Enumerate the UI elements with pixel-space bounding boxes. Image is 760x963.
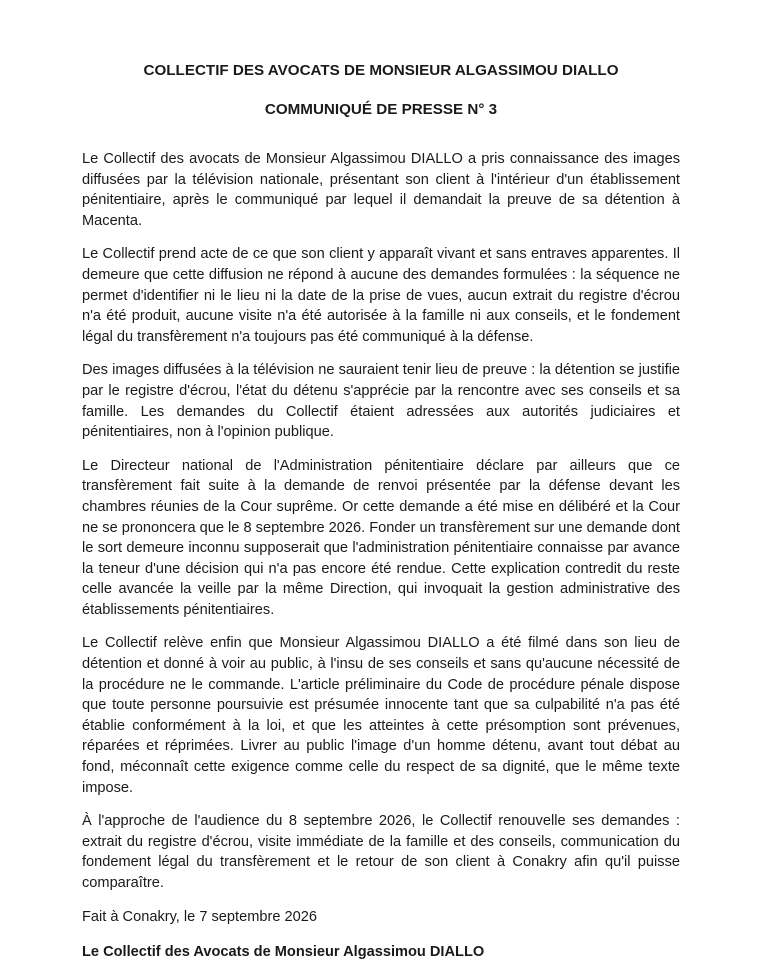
document-body: [82, 149, 680, 963]
paragraph: Le Collectif des avocats de Monsieur Algassimou DIALLO a pris connaissance des images diffusées par la télévision nationale, présentant son client à l'intérieur d'un établissement pénitentiaire, après le communiqué par lequel il demandait la preuve de sa détention à Macenta.: [82, 151, 680, 229]
paragraph: Des images diffusées à la télévision ne sauraient tenir lieu de preuve : la détention se justifie par le registre d'écrou, l'état du détenu s'apprécie par la rencontre avec ses conseils et sa famille. Les demandes du Collectif étaient adressées aux autorités judiciaires et pénitentiaires, non à l'opinion publique.: [82, 362, 680, 441]
paragraph: Le Directeur national de l'Administration pénitentiaire déclare par ailleurs que ce transfèrement fait suite à la demande de renvoi présentée par la défense devant les chambres réunies de la Cour suprême. Or cette demande a été mise en délibéré et la Cour ne se prononcera que le 8 septembre 2026. Fonder un transfèrement sur une demande dont le sort demeure inconnu supposerait que l'administration pénitentiaire connaisse par avance la teneur d'une décision qui n'a pas encore été rendue. Cette explication contredit du reste celle avancée la veille par la même Direction, qui invoquait la gestion administrative des établissements pénitentiaires.: [82, 457, 680, 618]
signature: Le Collectif des Avocats de Monsieur Algassimou DIALLO: [82, 944, 485, 961]
document-subtitle: COMMUNIQUÉ DE PRESSE N° 3: [264, 101, 498, 118]
paragraph: Le Collectif prend acte de ce que son client y apparaît vivant et sans entraves apparentes. Il demeure que cette diffusion ne répond à aucune des demandes formulées : la séquence ne permet d'identifier ni le lieu ni la date de la prise de vues, aucun extrait du registre d'écrou n'a été produit, aucune visite n'a été autorisée à la famille ni aux conseils, et le fondement légal du transfèrement n'a toujours pas été communiqué à la défense.: [82, 246, 680, 345]
place-and-date: Fait à Conakry, le 7 septembre 2026: [82, 908, 317, 925]
paragraph: À l'approche de l'audience du 8 septembre 2026, le Collectif renouvelle ses demandes : extrait du registre d'écrou, visite immédiate de la famille et des conseils, communication du fondement légal du transfèrement et le retour de son client à Conakry afin qu'il puisse comparaître.: [82, 813, 680, 891]
paragraph: Le Collectif relève enfin que Monsieur Algassimou DIALLO a été filmé dans son lieu de détention et donné à voir au public, à l'insu de ses conseils et sans qu'aucune nécessité de la procédure ne le commande. L'article préliminaire du Code de procédure pénale dispose que toute personne poursuivie est présumée innocente tant que sa culpabilité n'a pas été établie conformément à la loi, et que les atteintes à cette présomption sont prévenues, réparées et réprimées. Livrer au public l'image d'un homme détenu, avant tout débat au fond, méconnaît cette exigence comme celle du respect de sa dignité, que le même texte impose.: [82, 635, 680, 796]
document-title: COLLECTIF DES AVOCATS DE MONSIEUR ALGASSIMOU DIALLO: [143, 62, 619, 79]
